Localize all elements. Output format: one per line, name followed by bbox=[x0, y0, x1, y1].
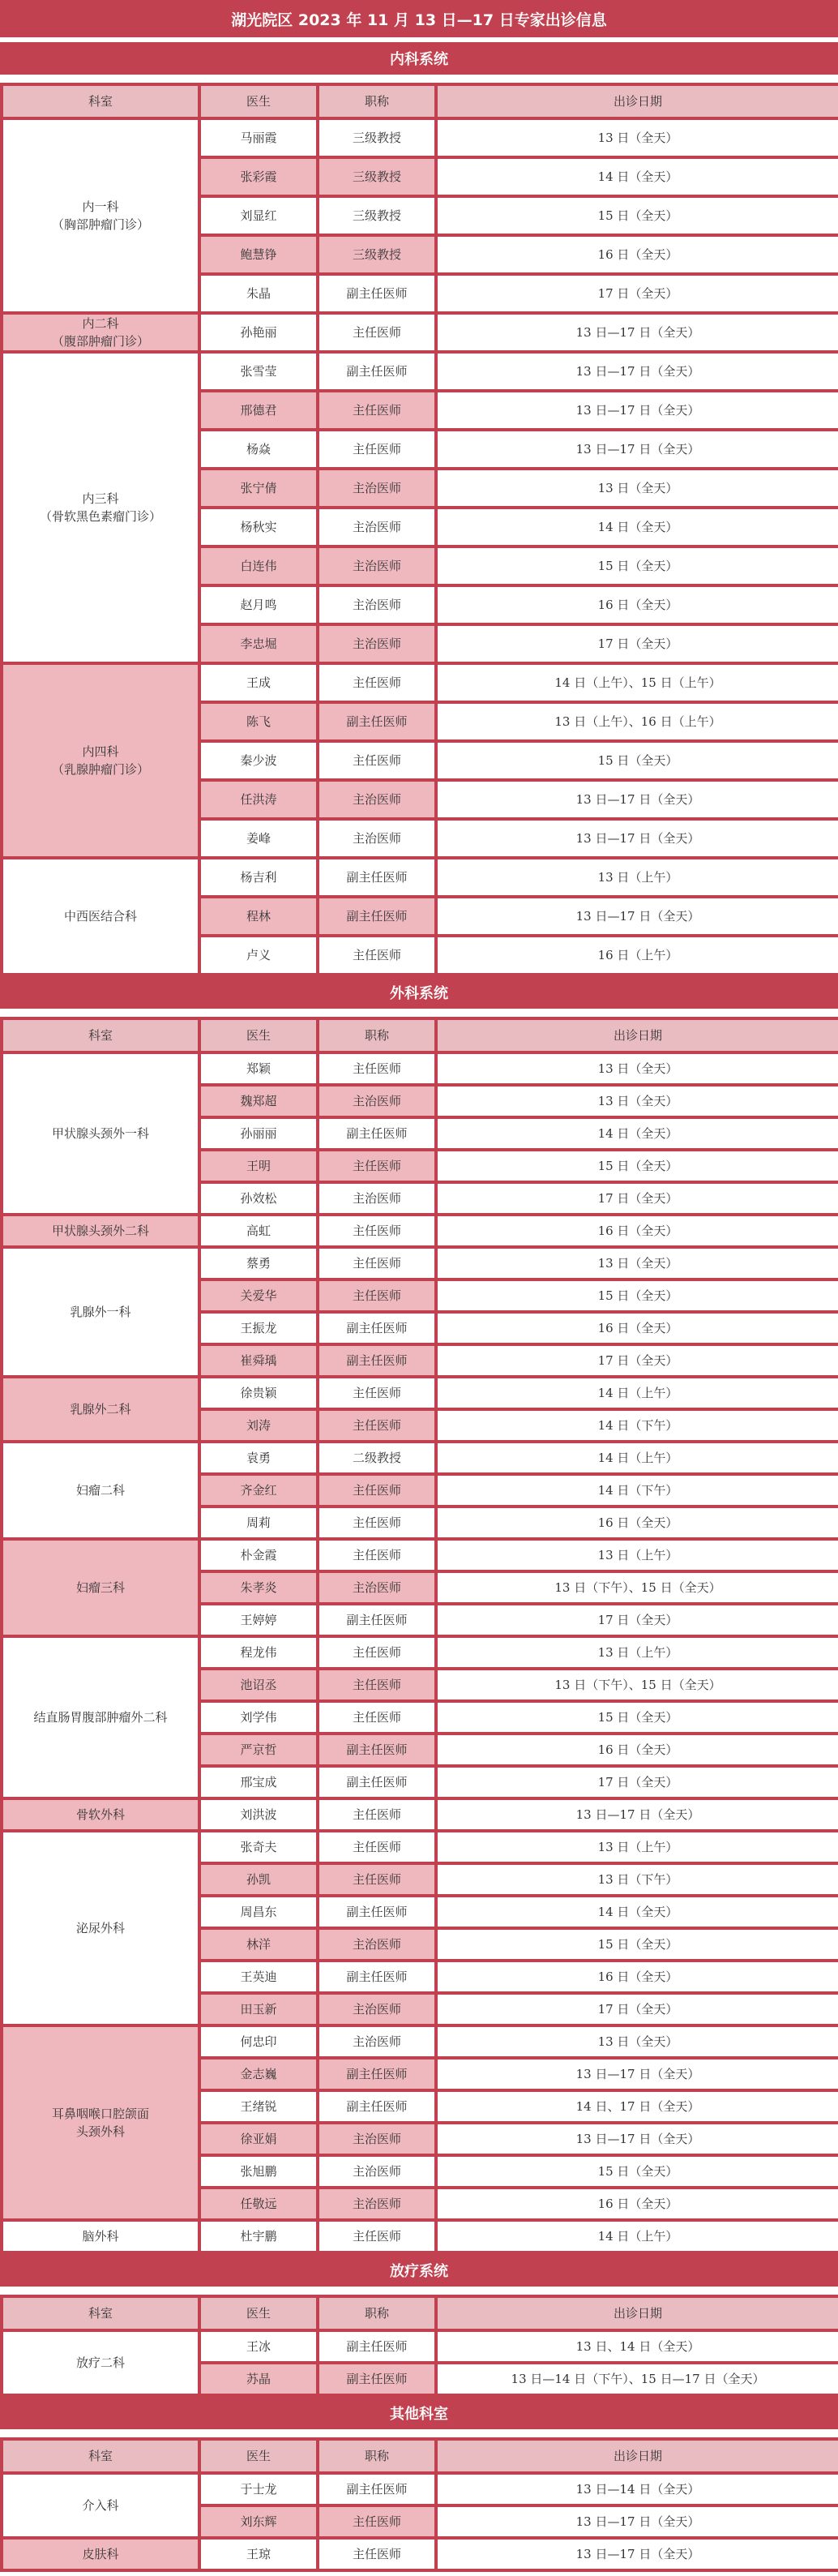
doctor-name: 王振龙 bbox=[201, 1314, 316, 1343]
doctor-name: 张奇夫 bbox=[201, 1832, 316, 1862]
doctor-title: 主治医师 bbox=[319, 2189, 434, 2218]
clinic-date: 13 日—17 日（全天） bbox=[438, 2540, 838, 2569]
doctor-title: 主治医师 bbox=[319, 1573, 434, 1602]
doctor-name: 姜峰 bbox=[201, 821, 316, 856]
clinic-date: 15 日（全天） bbox=[438, 1930, 838, 1959]
dept-label: 妇瘤二科 bbox=[75, 1483, 125, 1498]
doctor-name: 卢义 bbox=[201, 937, 316, 973]
clinic-date: 13 日—17 日（全天） bbox=[438, 782, 838, 817]
clinic-date: 13 日（下午） bbox=[438, 1865, 838, 1894]
clinic-date: 14 日（上午） bbox=[438, 2222, 838, 2251]
doctor-title: 主任医师 bbox=[319, 1216, 434, 1245]
doctor-name: 徐亚娟 bbox=[201, 2124, 316, 2154]
header-dept: 科室 bbox=[3, 2298, 198, 2329]
doctor-title: 主治医师 bbox=[319, 2124, 434, 2154]
dept-cell bbox=[3, 1832, 198, 2024]
clinic-date: 13 日（全天） bbox=[438, 1087, 838, 1116]
dept-label: 脑外科 bbox=[82, 2229, 119, 2244]
doctor-title: 副主任医师 bbox=[319, 704, 434, 739]
doctor-name: 王冰 bbox=[201, 2332, 316, 2361]
header-title: 职称 bbox=[319, 2441, 434, 2471]
header-date: 出诊日期 bbox=[438, 2298, 838, 2329]
table-row bbox=[3, 1443, 838, 1472]
dept-label: 介入科 bbox=[82, 2498, 119, 2513]
spacer bbox=[0, 75, 838, 83]
clinic-date: 17 日（全天） bbox=[438, 1346, 838, 1375]
dept-cell bbox=[3, 2332, 198, 2394]
doctor-title: 主任医师 bbox=[319, 665, 434, 701]
clinic-date: 13 日（上午）、16 日（上午） bbox=[438, 704, 838, 739]
doctor-name: 徐贵颖 bbox=[201, 1378, 316, 1408]
doctor-name: 王琼 bbox=[201, 2540, 316, 2569]
clinic-date: 14 日（全天） bbox=[438, 1119, 838, 1148]
doctor-name: 张雪莹 bbox=[201, 354, 316, 389]
doctor-name: 陈飞 bbox=[201, 704, 316, 739]
dept-cell bbox=[3, 2475, 198, 2536]
clinic-date: 13 日（上午） bbox=[438, 1541, 838, 1570]
doctor-title: 副主任医师 bbox=[319, 898, 434, 934]
clinic-date: 16 日（全天） bbox=[438, 587, 838, 623]
dept-label: 甲状腺头颈外一科 bbox=[51, 1126, 149, 1141]
doctor-title: 主治医师 bbox=[319, 1184, 434, 1213]
clinic-date: 14 日（下午） bbox=[438, 1476, 838, 1505]
dept-label: 头颈外科 bbox=[75, 2124, 125, 2139]
schedule-content bbox=[0, 37, 838, 2572]
doctor-name: 刘涛 bbox=[201, 1411, 316, 1440]
table-row bbox=[3, 354, 838, 389]
doctor-name: 朱孝炎 bbox=[201, 1573, 316, 1602]
clinic-date: 13 日—17 日（全天） bbox=[438, 315, 838, 350]
doctor-title: 主任医师 bbox=[319, 1670, 434, 1699]
doctor-name: 刘洪波 bbox=[201, 1800, 316, 1829]
doctor-name: 于士龙 bbox=[201, 2475, 316, 2504]
doctor-title: 三级教授 bbox=[319, 159, 434, 195]
doctor-title: 副主任医师 bbox=[319, 1119, 434, 1148]
section-title: 其他科室 bbox=[0, 2397, 838, 2429]
table-row bbox=[3, 2222, 838, 2251]
clinic-date: 14 日（全天） bbox=[438, 159, 838, 195]
clinic-date: 14 日（上午）、15 日（上午） bbox=[438, 665, 838, 701]
doctor-name: 孙丽丽 bbox=[201, 1119, 316, 1148]
doctor-title: 主治医师 bbox=[319, 1930, 434, 1959]
doctor-name: 朴金霞 bbox=[201, 1541, 316, 1570]
dept-label: 放疗二科 bbox=[75, 2355, 125, 2370]
clinic-date: 13 日—17 日（全天） bbox=[438, 1800, 838, 1829]
doctor-name: 程林 bbox=[201, 898, 316, 934]
clinic-date: 16 日（全天） bbox=[438, 1216, 838, 1245]
doctor-title: 主治医师 bbox=[319, 470, 434, 506]
doctor-title: 副主任医师 bbox=[319, 354, 434, 389]
clinic-date: 15 日（全天） bbox=[438, 548, 838, 584]
clinic-date: 13 日（全天） bbox=[438, 2027, 838, 2056]
doctor-name: 林洋 bbox=[201, 1930, 316, 1959]
dept-cell bbox=[3, 315, 198, 350]
doctor-title: 副主任医师 bbox=[319, 1962, 434, 1991]
doctor-name: 袁勇 bbox=[201, 1443, 316, 1472]
doctor-title: 副主任医师 bbox=[319, 2332, 434, 2361]
clinic-date: 14 日（全天） bbox=[438, 509, 838, 545]
dept-label: 内四科 bbox=[82, 744, 119, 759]
doctor-name: 郑颖 bbox=[201, 1054, 316, 1083]
doctor-title: 二级教授 bbox=[319, 1443, 434, 1472]
doctor-title: 主任医师 bbox=[319, 1541, 434, 1570]
dept-label: 骨软外科 bbox=[75, 1807, 125, 1822]
dept-cell bbox=[3, 120, 198, 311]
dept-cell bbox=[3, 2027, 198, 2218]
doctor-name: 池诏丞 bbox=[201, 1670, 316, 1699]
header-row bbox=[3, 2441, 838, 2471]
clinic-date: 14 日、17 日（全天） bbox=[438, 2092, 838, 2121]
clinic-date: 15 日（全天） bbox=[438, 1151, 838, 1181]
schedule-table bbox=[0, 1017, 838, 2254]
clinic-date: 16 日（全天） bbox=[438, 1735, 838, 1764]
doctor-title: 副主任医师 bbox=[319, 2060, 434, 2089]
doctor-name: 任洪涛 bbox=[201, 782, 316, 817]
doctor-name: 严京哲 bbox=[201, 1735, 316, 1764]
doctor-name: 杨秋实 bbox=[201, 509, 316, 545]
doctor-name: 蔡勇 bbox=[201, 1249, 316, 1278]
clinic-date: 13 日（全天） bbox=[438, 1249, 838, 1278]
clinic-date: 14 日（上午） bbox=[438, 1378, 838, 1408]
dept-cell bbox=[3, 859, 198, 973]
clinic-date: 14 日（全天） bbox=[438, 1897, 838, 1927]
doctor-title: 副主任医师 bbox=[319, 1768, 434, 1797]
doctor-name: 杨吉利 bbox=[201, 859, 316, 895]
dept-label: 耳鼻咽喉口腔颌面 bbox=[51, 2107, 149, 2121]
page-title: 湖光院区 2023 年 11 月 13 日—17 日专家出诊信息 bbox=[0, 0, 838, 37]
clinic-date: 13 日（全天） bbox=[438, 1054, 838, 1083]
doctor-title: 主治医师 bbox=[319, 587, 434, 623]
doctor-name: 杨焱 bbox=[201, 431, 316, 467]
dept-cell bbox=[3, 1800, 198, 1829]
doctor-name: 魏郑超 bbox=[201, 1087, 316, 1116]
clinic-date: 13 日—17 日（全天） bbox=[438, 392, 838, 428]
doctor-title: 主任医师 bbox=[319, 1832, 434, 1862]
doctor-title: 主任医师 bbox=[319, 1508, 434, 1537]
dept-label: 中西医结合科 bbox=[63, 909, 137, 924]
clinic-date: 16 日（全天） bbox=[438, 1508, 838, 1537]
dept-cell bbox=[3, 1054, 198, 1213]
doctor-title: 主任医师 bbox=[319, 743, 434, 778]
dept-cell bbox=[3, 354, 198, 662]
dept-label: 内二科 bbox=[82, 316, 119, 331]
header-date: 出诊日期 bbox=[438, 86, 838, 117]
doctor-name: 张彩霞 bbox=[201, 159, 316, 195]
doctor-title: 主任医师 bbox=[319, 1800, 434, 1829]
doctor-title: 三级教授 bbox=[319, 120, 434, 156]
doctor-title: 副主任医师 bbox=[319, 1314, 434, 1343]
doctor-title: 副主任医师 bbox=[319, 1735, 434, 1764]
doctor-title: 主任医师 bbox=[319, 2540, 434, 2569]
doctor-title: 副主任医师 bbox=[319, 2092, 434, 2121]
doctor-title: 主任医师 bbox=[319, 431, 434, 467]
doctor-title: 主任医师 bbox=[319, 937, 434, 973]
section-title: 外科系统 bbox=[0, 976, 838, 1009]
clinic-date: 17 日（全天） bbox=[438, 276, 838, 311]
doctor-title: 主治医师 bbox=[319, 2027, 434, 2056]
clinic-date: 15 日（全天） bbox=[438, 743, 838, 778]
doctor-name: 杜宇鹏 bbox=[201, 2222, 316, 2251]
doctor-title: 主任医师 bbox=[319, 1281, 434, 1310]
doctor-title: 主任医师 bbox=[319, 1865, 434, 1894]
doctor-name: 任敬远 bbox=[201, 2189, 316, 2218]
dept-label: （腹部肿瘤门诊） bbox=[51, 334, 149, 349]
doctor-name: 苏晶 bbox=[201, 2364, 316, 2394]
clinic-date: 17 日（全天） bbox=[438, 1995, 838, 2024]
header-row bbox=[3, 1020, 838, 1051]
table-row bbox=[3, 1054, 838, 1083]
header-title: 职称 bbox=[319, 86, 434, 117]
doctor-name: 刘显红 bbox=[201, 198, 316, 234]
doctor-title: 主治医师 bbox=[319, 821, 434, 856]
clinic-date: 15 日（全天） bbox=[438, 198, 838, 234]
doctor-title: 主任医师 bbox=[319, 1378, 434, 1408]
dept-cell bbox=[3, 1541, 198, 1635]
table-row bbox=[3, 2475, 838, 2504]
clinic-date: 16 日（全天） bbox=[438, 1314, 838, 1343]
dept-label: （骨软黑色素瘤门诊） bbox=[39, 509, 161, 524]
clinic-date: 16 日（全天） bbox=[438, 237, 838, 272]
doctor-name: 孙凯 bbox=[201, 1865, 316, 1894]
doctor-name: 金志巍 bbox=[201, 2060, 316, 2089]
doctor-name: 王明 bbox=[201, 1151, 316, 1181]
clinic-date: 13 日—17 日（全天） bbox=[438, 354, 838, 389]
doctor-title: 三级教授 bbox=[319, 237, 434, 272]
table-row bbox=[3, 2027, 838, 2056]
doctor-name: 周莉 bbox=[201, 1508, 316, 1537]
doctor-title: 主治医师 bbox=[319, 782, 434, 817]
doctor-name: 孙效松 bbox=[201, 1184, 316, 1213]
clinic-date: 13 日（上午） bbox=[438, 1832, 838, 1862]
doctor-title: 主任医师 bbox=[319, 1411, 434, 1440]
dept-cell bbox=[3, 2540, 198, 2569]
doctor-title: 主任医师 bbox=[319, 1249, 434, 1278]
doctor-title: 副主任医师 bbox=[319, 2475, 434, 2504]
doctor-title: 副主任医师 bbox=[319, 1346, 434, 1375]
doctor-name: 朱晶 bbox=[201, 276, 316, 311]
header-date: 出诊日期 bbox=[438, 1020, 838, 1051]
table-row bbox=[3, 1249, 838, 1278]
doctor-name: 王英迪 bbox=[201, 1962, 316, 1991]
clinic-date: 13 日、14 日（全天） bbox=[438, 2332, 838, 2361]
dept-cell bbox=[3, 1443, 198, 1537]
doctor-name: 何忠印 bbox=[201, 2027, 316, 2056]
doctor-name: 崔舜瑀 bbox=[201, 1346, 316, 1375]
table-row bbox=[3, 1800, 838, 1829]
doctor-title: 主任医师 bbox=[319, 1476, 434, 1505]
doctor-title: 三级教授 bbox=[319, 198, 434, 234]
table-row bbox=[3, 1638, 838, 1667]
clinic-date: 13 日—17 日（全天） bbox=[438, 2507, 838, 2536]
dept-cell bbox=[3, 1216, 198, 1245]
clinic-date: 13 日—17 日（全天） bbox=[438, 431, 838, 467]
doctor-title: 副主任医师 bbox=[319, 859, 434, 895]
clinic-date: 13 日（上午） bbox=[438, 1638, 838, 1667]
header-doctor: 医生 bbox=[201, 2441, 316, 2471]
section-title: 放疗系统 bbox=[0, 2254, 838, 2287]
doctor-name: 马丽霞 bbox=[201, 120, 316, 156]
doctor-name: 邢宝成 bbox=[201, 1768, 316, 1797]
doctor-name: 鲍慧铮 bbox=[201, 237, 316, 272]
clinic-date: 16 日（全天） bbox=[438, 2189, 838, 2218]
table-row bbox=[3, 120, 838, 156]
doctor-title: 主治医师 bbox=[319, 1087, 434, 1116]
clinic-date: 17 日（全天） bbox=[438, 1605, 838, 1635]
header-doctor: 医生 bbox=[201, 1020, 316, 1051]
table-row bbox=[3, 1541, 838, 1570]
clinic-date: 13 日（全天） bbox=[438, 120, 838, 156]
doctor-name: 关爱华 bbox=[201, 1281, 316, 1310]
doctor-name: 白连伟 bbox=[201, 548, 316, 584]
doctor-title: 主任医师 bbox=[319, 1703, 434, 1732]
dept-label: （胸部肿瘤门诊） bbox=[51, 217, 149, 232]
dept-cell bbox=[3, 665, 198, 856]
dept-label: 泌尿外科 bbox=[75, 1921, 125, 1935]
clinic-date: 15 日（全天） bbox=[438, 2157, 838, 2186]
clinic-date: 13 日—14 日（下午）、15 日—17 日（全天） bbox=[438, 2364, 838, 2394]
dept-label: 乳腺外二科 bbox=[70, 1402, 131, 1417]
spacer bbox=[0, 2429, 838, 2437]
dept-cell bbox=[3, 1638, 198, 1797]
doctor-name: 张宁倩 bbox=[201, 470, 316, 506]
clinic-date: 17 日（全天） bbox=[438, 1768, 838, 1797]
header-doctor: 医生 bbox=[201, 2298, 316, 2329]
dept-label: 结直肠胃腹部肿瘤外二科 bbox=[33, 1710, 168, 1725]
doctor-title: 主任医师 bbox=[319, 2507, 434, 2536]
doctor-name: 王绪锐 bbox=[201, 2092, 316, 2121]
doctor-name: 刘东辉 bbox=[201, 2507, 316, 2536]
clinic-date: 15 日（全天） bbox=[438, 1281, 838, 1310]
header-dept: 科室 bbox=[3, 2441, 198, 2471]
table-row bbox=[3, 1378, 838, 1408]
table-row bbox=[3, 1216, 838, 1245]
doctor-name: 田玉新 bbox=[201, 1995, 316, 2024]
doctor-title: 主治医师 bbox=[319, 509, 434, 545]
dept-cell bbox=[3, 1378, 198, 1440]
header-doctor: 医生 bbox=[201, 86, 316, 117]
table-row bbox=[3, 2540, 838, 2569]
table-row bbox=[3, 315, 838, 350]
clinic-date: 16 日（全天） bbox=[438, 1962, 838, 1991]
doctor-title: 主任医师 bbox=[319, 2222, 434, 2251]
clinic-date: 13 日（上午） bbox=[438, 859, 838, 895]
dept-label: 乳腺外一科 bbox=[70, 1305, 131, 1319]
dept-label: （乳腺肿瘤门诊） bbox=[51, 762, 149, 777]
schedule-table bbox=[0, 83, 838, 976]
dept-label: 内三科 bbox=[82, 491, 119, 506]
doctor-name: 赵月鸣 bbox=[201, 587, 316, 623]
doctor-name: 李忠堀 bbox=[201, 626, 316, 662]
clinic-date: 17 日（全天） bbox=[438, 626, 838, 662]
doctor-title: 主任医师 bbox=[319, 1151, 434, 1181]
doctor-title: 副主任医师 bbox=[319, 1897, 434, 1927]
doctor-title: 主治医师 bbox=[319, 548, 434, 584]
doctor-title: 主治医师 bbox=[319, 1995, 434, 2024]
dept-label: 妇瘤三科 bbox=[75, 1580, 125, 1595]
clinic-date: 13 日—17 日（全天） bbox=[438, 2124, 838, 2154]
clinic-date: 13 日（下午）、15 日（全天） bbox=[438, 1573, 838, 1602]
dept-label: 皮肤科 bbox=[82, 2547, 119, 2561]
table-row bbox=[3, 859, 838, 895]
doctor-name: 孙艳丽 bbox=[201, 315, 316, 350]
clinic-date: 13 日—17 日（全天） bbox=[438, 821, 838, 856]
schedule-table bbox=[0, 2437, 838, 2572]
header-date: 出诊日期 bbox=[438, 2441, 838, 2471]
section-title: 内科系统 bbox=[0, 42, 838, 75]
doctor-name: 齐金红 bbox=[201, 1476, 316, 1505]
doctor-name: 程龙伟 bbox=[201, 1638, 316, 1667]
doctor-title: 主任医师 bbox=[319, 315, 434, 350]
doctor-title: 副主任医师 bbox=[319, 276, 434, 311]
dept-cell bbox=[3, 1249, 198, 1375]
clinic-date: 17 日（全天） bbox=[438, 1184, 838, 1213]
doctor-name: 周昌东 bbox=[201, 1897, 316, 1927]
header-title: 职称 bbox=[319, 2298, 434, 2329]
clinic-date: 16 日（上午） bbox=[438, 937, 838, 973]
doctor-title: 主治医师 bbox=[319, 626, 434, 662]
clinic-date: 14 日（下午） bbox=[438, 1411, 838, 1440]
doctor-name: 秦少波 bbox=[201, 743, 316, 778]
clinic-date: 13 日—17 日（全天） bbox=[438, 898, 838, 934]
dept-label: 内一科 bbox=[82, 199, 119, 214]
doctor-name: 王婷婷 bbox=[201, 1605, 316, 1635]
table-row bbox=[3, 1832, 838, 1862]
doctor-name: 刘学伟 bbox=[201, 1703, 316, 1732]
clinic-date: 13 日（下午）、15 日（全天） bbox=[438, 1670, 838, 1699]
table-row bbox=[3, 2332, 838, 2361]
spacer bbox=[0, 1009, 838, 1017]
table-row bbox=[3, 665, 838, 701]
schedule-table bbox=[0, 2295, 838, 2397]
doctor-title: 主治医师 bbox=[319, 2157, 434, 2186]
clinic-date: 14 日（上午） bbox=[438, 1443, 838, 1472]
header-dept: 科室 bbox=[3, 86, 198, 117]
doctor-title: 主任医师 bbox=[319, 392, 434, 428]
header-title: 职称 bbox=[319, 1020, 434, 1051]
dept-label: 甲状腺头颈外二科 bbox=[51, 1224, 149, 1238]
doctor-title: 副主任医师 bbox=[319, 2364, 434, 2394]
doctor-name: 高虹 bbox=[201, 1216, 316, 1245]
doctor-name: 王成 bbox=[201, 665, 316, 701]
spacer bbox=[0, 2287, 838, 2295]
doctor-title: 主任医师 bbox=[319, 1054, 434, 1083]
dept-cell bbox=[3, 2222, 198, 2251]
doctor-name: 邢德君 bbox=[201, 392, 316, 428]
doctor-title: 主任医师 bbox=[319, 1638, 434, 1667]
clinic-date: 13 日—17 日（全天） bbox=[438, 2060, 838, 2089]
clinic-date: 13 日—14 日（全天） bbox=[438, 2475, 838, 2504]
doctor-title: 副主任医师 bbox=[319, 1605, 434, 1635]
doctor-name: 张旭鹏 bbox=[201, 2157, 316, 2186]
header-dept: 科室 bbox=[3, 1020, 198, 1051]
header-row bbox=[3, 86, 838, 117]
clinic-date: 15 日（全天） bbox=[438, 1703, 838, 1732]
clinic-date: 13 日（全天） bbox=[438, 470, 838, 506]
header-row bbox=[3, 2298, 838, 2329]
